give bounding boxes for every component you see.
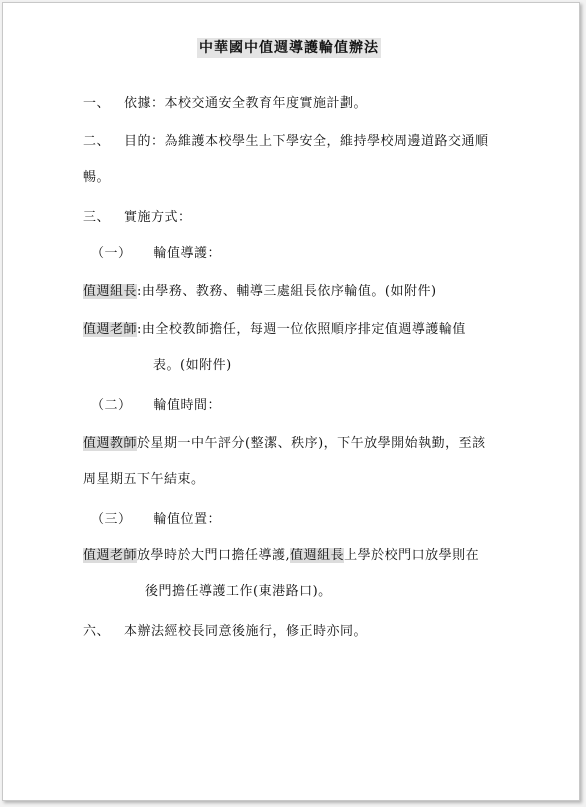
duty-text: :由學務、教務、輔導三處組長依序輪值。(如附件) [137, 284, 437, 299]
section-label: 依據： [124, 96, 165, 111]
section-number: 三、 [83, 210, 111, 225]
highlighted-term: 值週老師 [83, 548, 138, 563]
document-title: 中華國中值週導護輪值辦法 [199, 40, 379, 56]
time-line [83, 435, 486, 453]
location-text: 放學時於大門口擔任導護, [137, 548, 291, 563]
section-label: 目的： [124, 134, 165, 149]
time-text: 於星期一中午評分(整潔、秩序)，下午放學開始執勤，至該 [137, 436, 486, 451]
duty-text: :由全校教師擔任，每週一位依照順序排定值週導護輪值 [137, 322, 466, 337]
location-text: 上學於校門口放學則在 [344, 548, 480, 563]
document-page [2, 2, 580, 801]
section-method [83, 209, 192, 227]
highlighted-term: 值週教師 [83, 436, 138, 451]
section-purpose-cont: 暢。 [83, 170, 111, 185]
section-number: 六、 [83, 624, 111, 639]
section-text: 為維護本校學生上下學安全，維持學校周邊道路交通順 [164, 134, 489, 149]
duty-teacher-cont: 表。(如附件) [153, 358, 232, 373]
subsection-label: 輪值位置： [153, 512, 222, 527]
section-text: 本校交通安全教育年度實施計劃。 [164, 96, 368, 111]
section-amendment [83, 623, 367, 641]
subsection-label: 輪值導護： [153, 246, 222, 261]
section-number: 一、 [83, 96, 111, 111]
time-line-cont: 周星期五下午結束。 [83, 472, 205, 487]
section-label: 實施方式： [124, 210, 192, 225]
section-basis [83, 95, 367, 113]
location-line-cont: 後門擔任導護工作(東港路口)。 [145, 584, 332, 599]
highlighted-term: 值週組長 [290, 548, 345, 563]
duty-teacher-line [83, 321, 466, 339]
section-text: 本辦法經校長同意後施行，修正時亦同。 [124, 624, 368, 639]
highlighted-term: 值週組長 [83, 284, 138, 299]
subsection-number: （三） [91, 512, 132, 527]
duty-leader-line [83, 283, 437, 301]
section-number: 二、 [83, 134, 111, 149]
subsection-location [91, 511, 221, 529]
subsection-number: （二） [91, 398, 132, 413]
location-line [83, 547, 479, 565]
subsection-time [91, 397, 221, 415]
section-purpose [83, 133, 489, 151]
subsection-duty [91, 245, 221, 263]
highlighted-term: 值週老師 [83, 322, 138, 337]
subsection-label: 輪值時間： [153, 398, 222, 413]
subsection-number: （一） [91, 246, 132, 261]
